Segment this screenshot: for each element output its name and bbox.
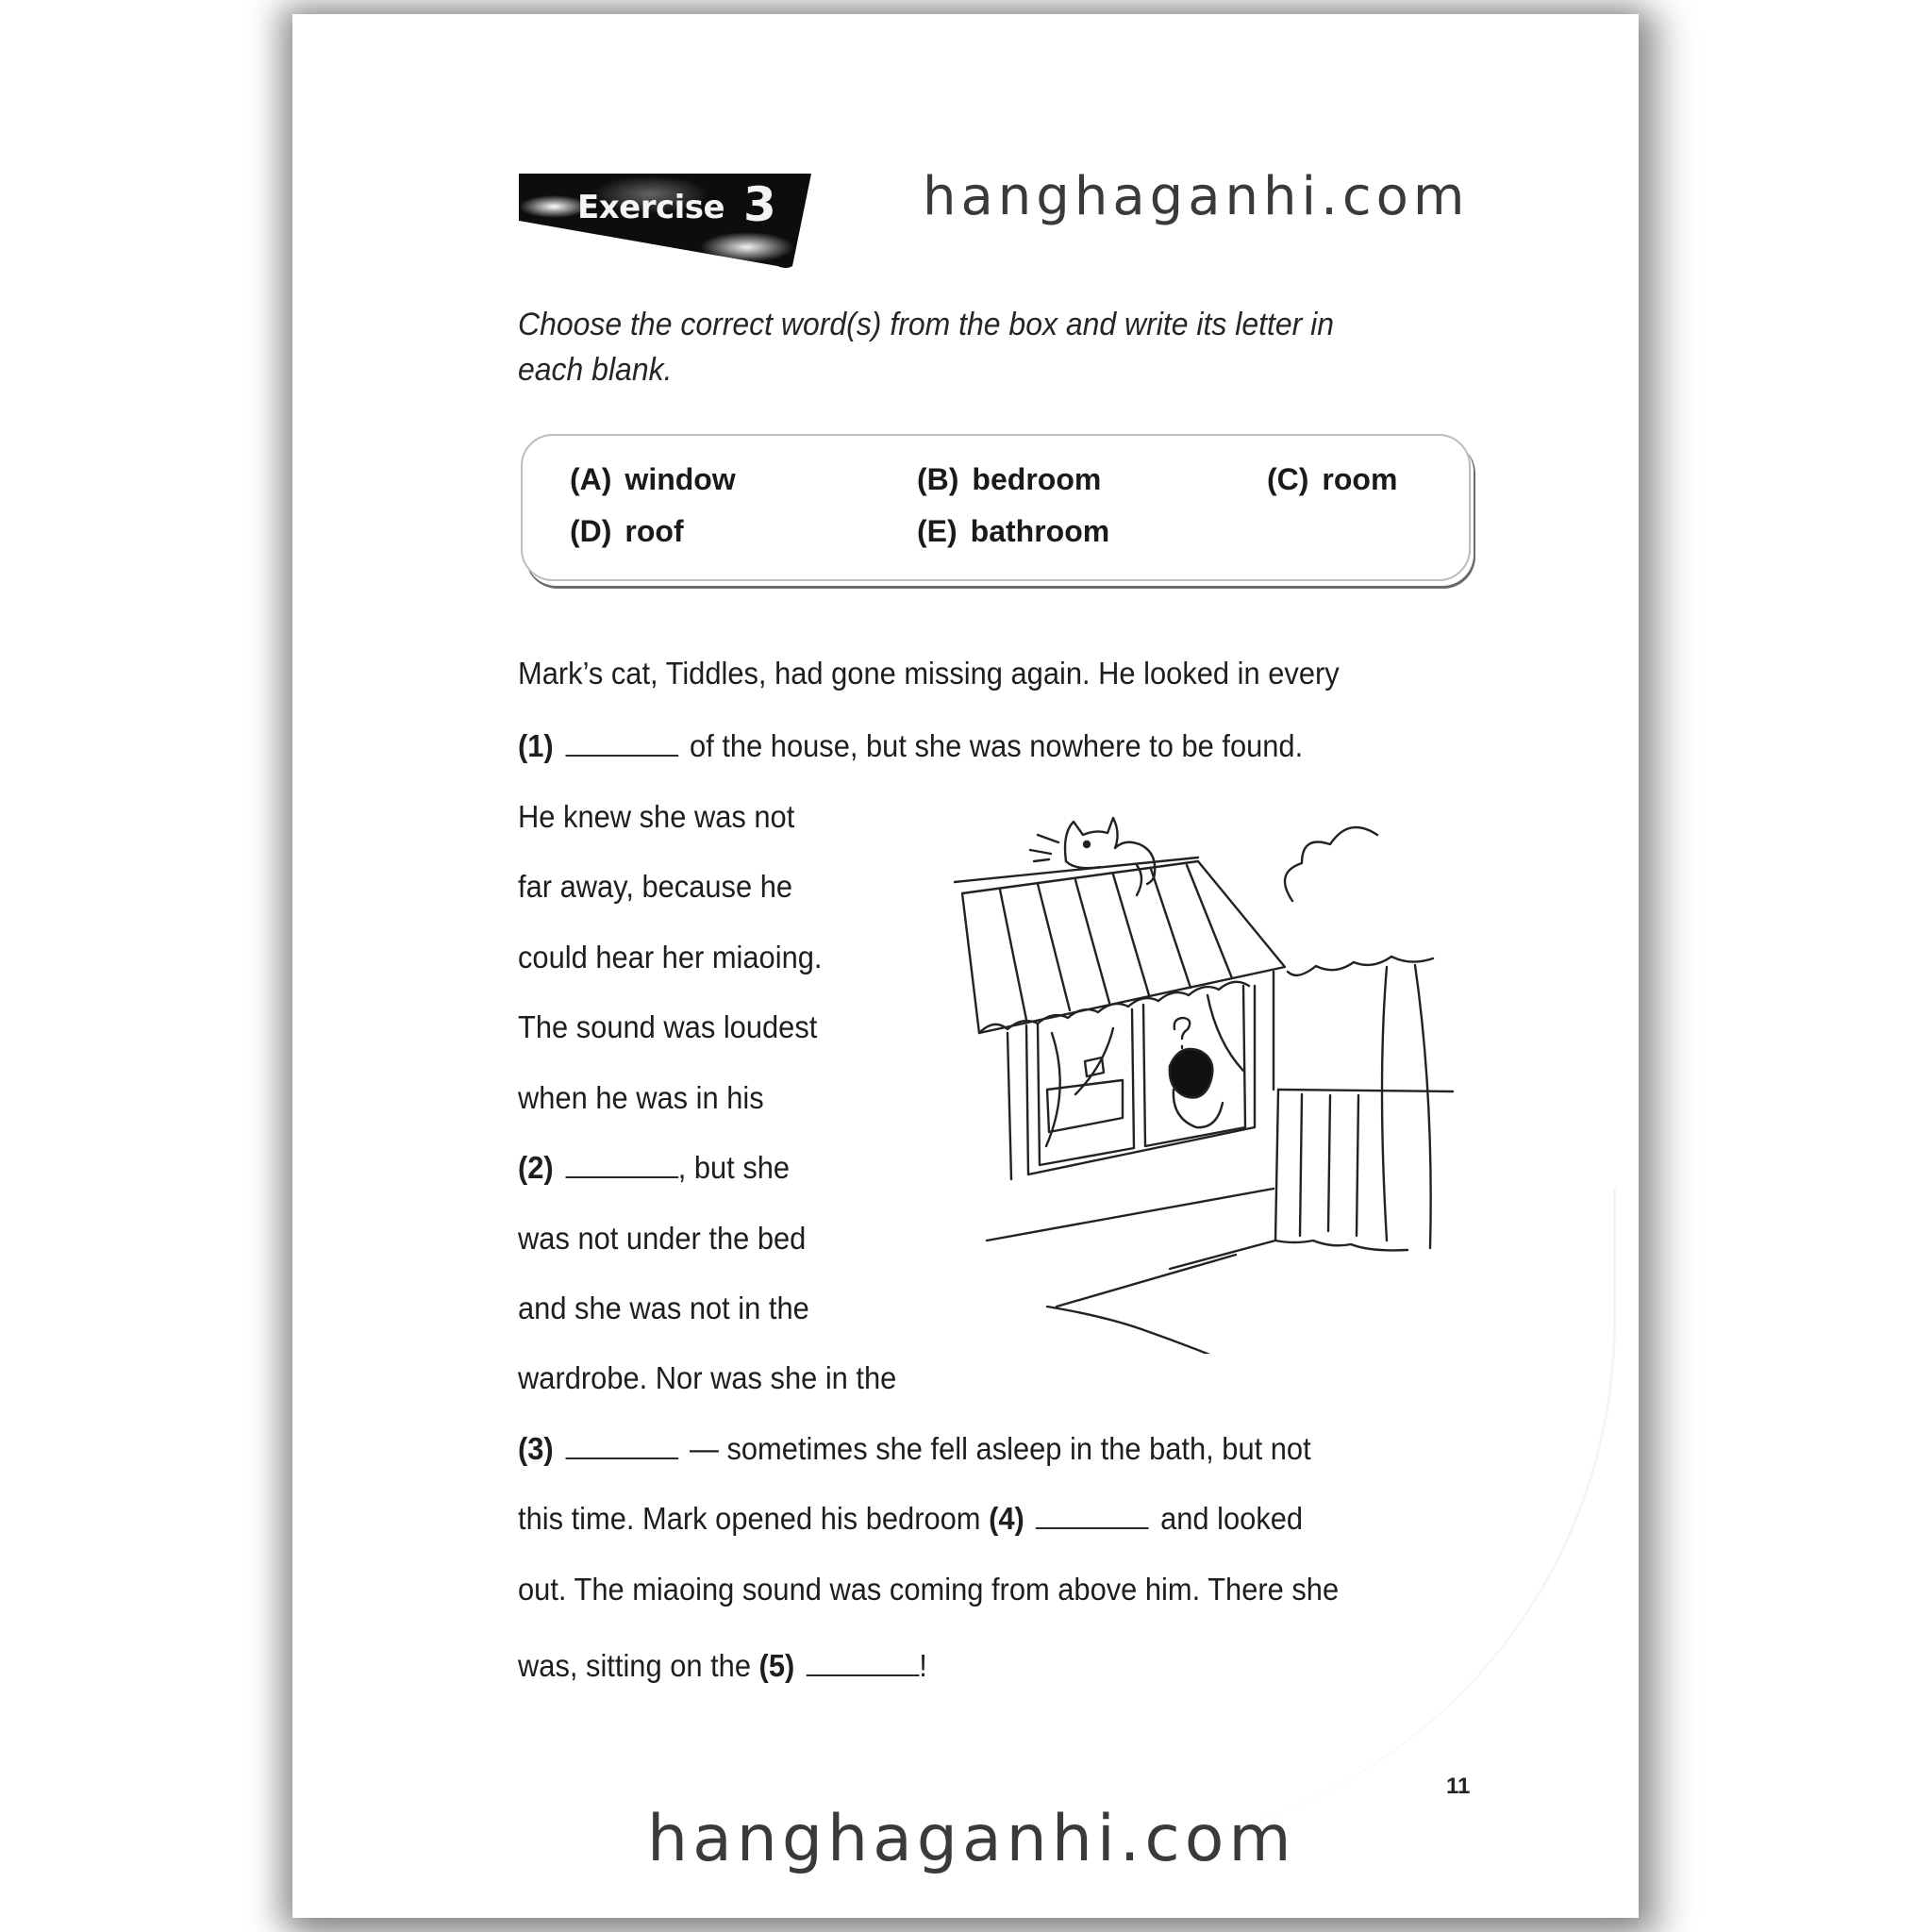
- passage-text: — sometimes she fell asleep in the bath, but not: [690, 1431, 1311, 1466]
- exercise-number: 3: [743, 177, 776, 232]
- instruction-line-1: Choose the correct word(s) from the box and write its letter in: [518, 307, 1335, 342]
- answer-blank-1[interactable]: [565, 754, 678, 757]
- passage-text: of the house, but she was nowhere to be found.: [690, 728, 1304, 763]
- option-word: room: [1322, 462, 1398, 496]
- answer-blank-2[interactable]: [565, 1175, 678, 1178]
- passage-line-3: He knew she was not: [518, 799, 795, 834]
- passage-line-2: [518, 727, 1303, 765]
- option-d: [570, 514, 684, 549]
- option-letter: (B): [917, 462, 959, 496]
- blank-number-5: (5): [758, 1648, 795, 1683]
- passage-line-1: Mark’s cat, Tiddles, had gone missing again. He looked in every: [518, 656, 1340, 691]
- option-c: [1267, 462, 1397, 497]
- tree-drawing: [1285, 827, 1433, 1248]
- passage-text: !: [919, 1648, 927, 1683]
- option-e: [917, 514, 1109, 549]
- passage-line-5: could hear her miaoing.: [518, 940, 823, 974]
- passage-text: and looked: [1160, 1501, 1304, 1536]
- option-letter: (C): [1267, 462, 1309, 496]
- instruction-line-2: each blank.: [518, 352, 673, 388]
- passage-line-6: The sound was loudest: [518, 1009, 818, 1044]
- option-word: bathroom: [970, 514, 1110, 548]
- blank-number-2: (2): [518, 1150, 554, 1185]
- option-b: [917, 462, 1101, 497]
- boy-drawing: [1170, 1018, 1223, 1127]
- watermark-top: hanghaganhi.com: [923, 166, 1470, 227]
- word-box: [521, 434, 1471, 581]
- passage-line-9: was not under the bed: [518, 1221, 807, 1256]
- roof-drawing: [955, 858, 1285, 1033]
- passage-line-10: and she was not in the: [518, 1291, 809, 1325]
- cat-drawing: [1030, 818, 1155, 895]
- option-letter: (E): [917, 514, 958, 548]
- answer-blank-3[interactable]: [565, 1457, 678, 1459]
- passage-text: , but she: [677, 1150, 791, 1185]
- option-letter: (A): [570, 462, 612, 496]
- option-word: roof: [625, 514, 684, 548]
- passage-line-8: [518, 1149, 790, 1187]
- option-word: bedroom: [972, 462, 1102, 496]
- watermark-bottom: hanghaganhi.com: [647, 1802, 1296, 1876]
- passage-line-4: far away, because he: [518, 869, 793, 904]
- passage-line-14: out. The miaoing sound was coming from above him. There she: [518, 1572, 1340, 1607]
- option-word: window: [625, 462, 736, 496]
- passage-line-11: wardrobe. Nor was she in the: [518, 1360, 897, 1395]
- passage-line-15: [518, 1647, 927, 1685]
- passage-text: this time. Mark opened his bedroom: [518, 1501, 981, 1536]
- exercise-badge: [517, 172, 811, 266]
- exercise-label: Exercise: [577, 189, 725, 226]
- blank-number-1: (1): [518, 728, 554, 763]
- option-letter: (D): [570, 514, 612, 548]
- answer-blank-5[interactable]: [807, 1674, 920, 1676]
- passage-line-7: when he was in his: [518, 1080, 764, 1115]
- blank-number-4: (4): [989, 1501, 1024, 1536]
- passage-text: was, sitting on the: [518, 1648, 751, 1683]
- page-number: 11: [1446, 1774, 1471, 1799]
- option-a: [570, 462, 736, 497]
- blank-number-3: (3): [518, 1431, 554, 1466]
